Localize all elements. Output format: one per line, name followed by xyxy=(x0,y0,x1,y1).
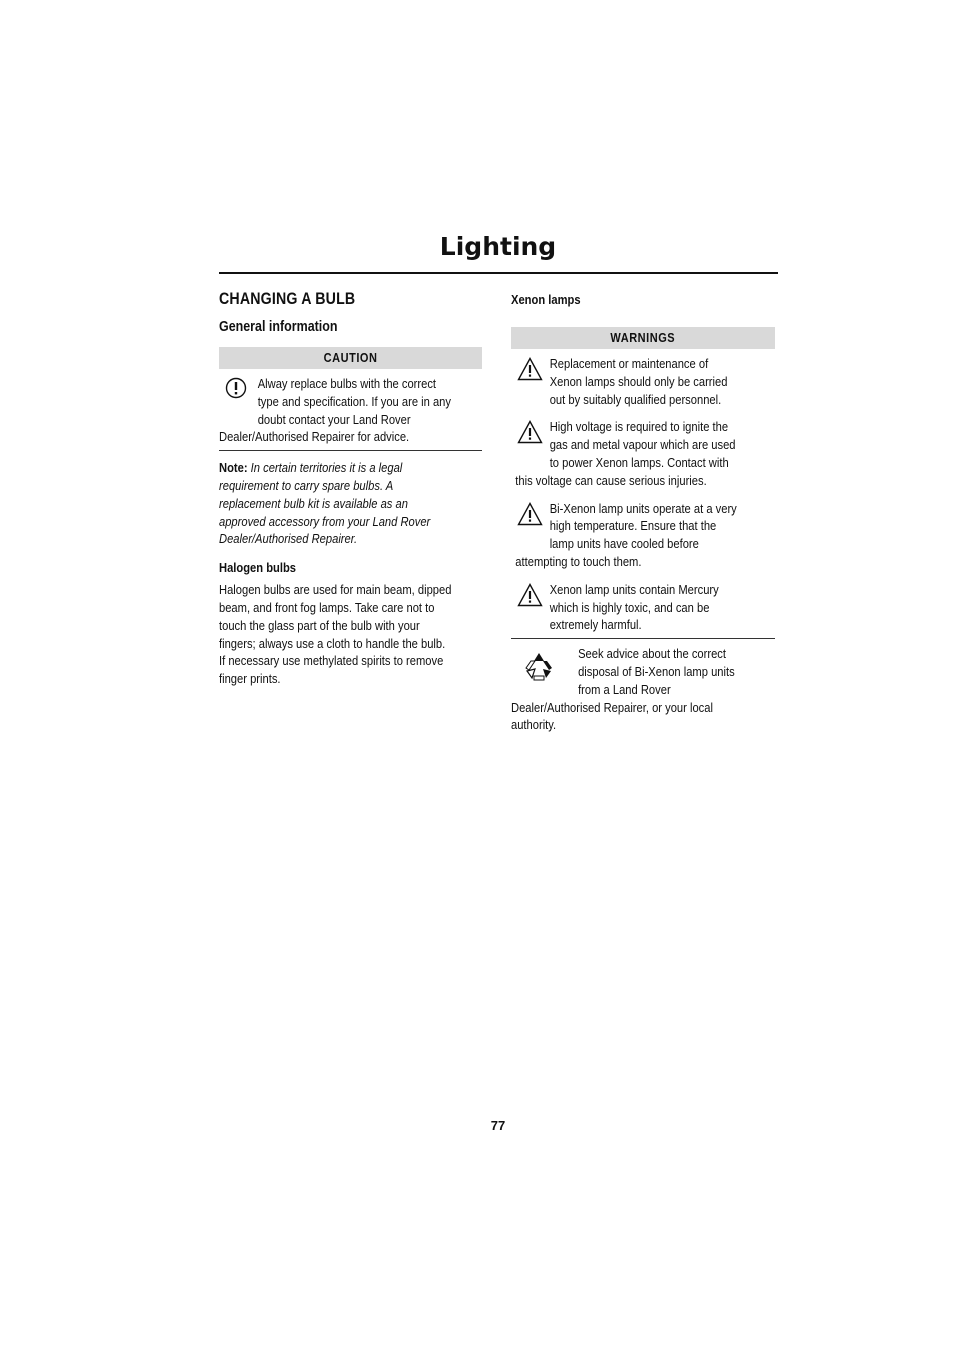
recycle-line: Dealer/Authorised Repairer, or your local xyxy=(511,699,713,715)
warning-line: lamp units have cooled before xyxy=(549,536,699,552)
caution-line: type and specification. If you are in any xyxy=(257,393,451,409)
note-line: requirement to carry spare bulbs. A xyxy=(219,477,394,493)
warning-entry xyxy=(511,349,775,412)
recycle-line: disposal of Bi-Xenon lamp units xyxy=(578,663,735,679)
warning-line: gas and metal vapour which are used xyxy=(549,437,736,453)
general-information-heading: General information xyxy=(219,319,338,335)
recycle-line: from a Land Rover xyxy=(578,681,671,697)
halogen-line: Halogen bulbs are used for main beam, dipped xyxy=(219,582,452,598)
caution-entry xyxy=(219,369,482,450)
warning-line: high temperature. Ensure that the xyxy=(549,518,717,534)
page-number: 77 xyxy=(490,1118,506,1133)
warning-entry xyxy=(511,575,775,638)
warning-line: Bi-Xenon lamp units operate at a very xyxy=(549,500,737,516)
warnings-header: WARNINGS xyxy=(511,327,775,349)
warning-line: Xenon lamps should only be carried xyxy=(549,373,728,389)
warning-entry xyxy=(511,412,775,493)
halogen-paragraph xyxy=(219,581,481,688)
note-label: Note: xyxy=(219,460,248,476)
right-column xyxy=(511,290,775,734)
warning-line: out by suitably qualified personnel. xyxy=(549,391,722,407)
note-line: Dealer/Authorised Repairer. xyxy=(219,531,358,547)
warning-line: to power Xenon lamps. Contact with xyxy=(549,454,729,470)
halogen-line: fingers; always use a cloth to handle the bulb. xyxy=(219,635,446,651)
note-line: In certain territories it is a legal xyxy=(247,460,403,476)
halogen-line: touch the glass part of the bulb with your xyxy=(219,617,420,633)
warning-entry xyxy=(511,494,775,575)
warning-line: which is highly toxic, and can be xyxy=(549,599,710,615)
note-line: approved accessory from your Land Rover xyxy=(219,513,431,529)
halogen-line: If necessary use methylated spirits to remove xyxy=(219,653,444,669)
recycle-line: authority. xyxy=(511,717,557,733)
note-line: replacement bulb kit is available as an xyxy=(219,495,408,511)
warnings-box xyxy=(511,327,775,639)
note-paragraph xyxy=(219,459,481,548)
caution-box xyxy=(219,347,482,451)
warning-line: Xenon lamp units contain Mercury xyxy=(549,581,719,597)
warning-line: Replacement or maintenance of xyxy=(549,356,709,371)
halogen-line: finger prints. xyxy=(219,671,281,687)
section-title: CHANGING A BULB xyxy=(219,290,356,308)
warning-line: High voltage is required to ignite the xyxy=(549,419,729,435)
caution-bottom-rule xyxy=(219,450,482,451)
caution-line: Dealer/Authorised Repairer for advice. xyxy=(219,429,410,445)
caution-header: CAUTION xyxy=(219,347,482,369)
caution-line: doubt contact your Land Rover xyxy=(257,411,411,427)
halogen-line: beam, and front fog lamps. Take care not to xyxy=(219,599,435,615)
page-title: Lighting xyxy=(439,232,557,261)
caution-line: Alway replace bulbs with the correct xyxy=(257,376,437,391)
warning-line: attempting to touch them. xyxy=(515,553,642,569)
warning-line: extremely harmful. xyxy=(549,617,642,633)
left-column xyxy=(219,290,482,688)
warning-line: this voltage can cause serious injuries. xyxy=(515,472,707,488)
title-rule xyxy=(219,272,778,274)
recycle-entry xyxy=(511,639,775,734)
halogen-heading: Halogen bulbs xyxy=(219,560,297,576)
recycle-line: Seek advice about the correct xyxy=(578,646,726,662)
xenon-heading: Xenon lamps xyxy=(511,292,581,307)
